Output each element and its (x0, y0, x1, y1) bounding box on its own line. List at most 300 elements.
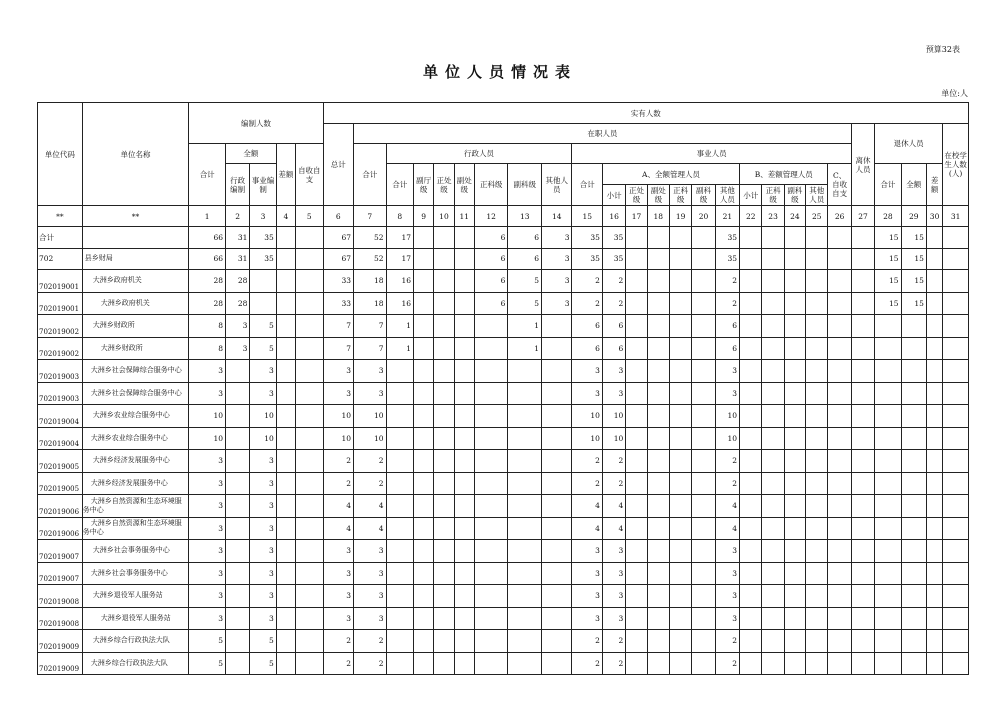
value-cell (943, 585, 969, 608)
value-cell: 35 (572, 248, 602, 270)
value-cell (276, 517, 295, 540)
value-cell (296, 315, 323, 338)
header-inst-staff: 事业人员 (572, 144, 851, 164)
value-cell (434, 540, 454, 563)
value-cell (926, 562, 942, 585)
value-cell (851, 540, 874, 563)
header-actual: 实有人数 (323, 103, 968, 124)
value-cell: 5 (250, 337, 276, 360)
value-cell (250, 270, 276, 293)
value-cell (474, 517, 508, 540)
value-cell (851, 495, 874, 518)
index-cell: 6 (323, 206, 353, 227)
index-cell: 21 (715, 206, 739, 227)
value-cell: 1 (386, 337, 413, 360)
value-cell: 5 (250, 315, 276, 338)
table-row (38, 315, 969, 338)
value-cell (762, 540, 784, 563)
value-cell (541, 607, 571, 630)
value-cell (626, 227, 647, 249)
value-cell (454, 227, 474, 249)
value-cell (740, 585, 762, 608)
index-cell: 27 (851, 206, 874, 227)
value-cell (474, 562, 508, 585)
value-cell (626, 450, 647, 473)
value-cell (784, 315, 805, 338)
value-cell (901, 540, 926, 563)
value-cell (434, 472, 454, 495)
value-cell (508, 607, 542, 630)
value-cell (851, 652, 874, 675)
value-cell (828, 630, 851, 653)
value-cell (386, 517, 413, 540)
value-cell (926, 270, 942, 293)
value-cell (740, 248, 762, 270)
value-cell (647, 630, 669, 653)
value-cell: 4 (354, 495, 387, 518)
value-cell (647, 450, 669, 473)
value-cell (626, 607, 647, 630)
value-cell (454, 540, 474, 563)
value-cell (647, 227, 669, 249)
header-a-sec: 正科级 (669, 185, 691, 206)
table-row (38, 427, 969, 450)
value-cell (413, 337, 433, 360)
value-cell: 35 (250, 248, 276, 270)
value-cell (647, 495, 669, 518)
value-cell (508, 495, 542, 518)
value-cell (669, 292, 691, 315)
value-cell (413, 450, 433, 473)
value-cell: 1 (508, 315, 542, 338)
value-cell: 10 (189, 427, 226, 450)
value-cell (276, 270, 295, 293)
index-cell: 4 (276, 206, 295, 227)
value-cell (647, 540, 669, 563)
value-cell (225, 517, 249, 540)
value-cell (647, 360, 669, 383)
value-cell: 4 (572, 495, 602, 518)
value-cell: 15 (875, 292, 901, 315)
value-cell (851, 382, 874, 405)
value-cell: 4 (572, 517, 602, 540)
value-cell (806, 585, 828, 608)
value-cell (296, 248, 323, 270)
value-cell (740, 450, 762, 473)
value-cell: 35 (572, 227, 602, 249)
value-cell: 3 (354, 562, 387, 585)
value-cell (943, 405, 969, 428)
value-cell (851, 337, 874, 360)
value-cell (875, 472, 901, 495)
header-inst-est: 事业编制 (250, 164, 276, 206)
header-ret-diff: 差额 (926, 164, 942, 206)
table-row (38, 607, 969, 630)
value-cell (762, 607, 784, 630)
value-cell (740, 382, 762, 405)
value-cell (225, 450, 249, 473)
value-cell (851, 585, 874, 608)
value-cell (296, 540, 323, 563)
value-cell (541, 517, 571, 540)
value-cell (225, 585, 249, 608)
value-cell (943, 472, 969, 495)
value-cell (875, 517, 901, 540)
value-cell (434, 630, 454, 653)
value-cell (386, 450, 413, 473)
value-cell (851, 248, 874, 270)
index-cell: 28 (875, 206, 901, 227)
value-cell: 15 (875, 270, 901, 293)
value-cell (296, 607, 323, 630)
value-cell (386, 427, 413, 450)
index-cell: 22 (740, 206, 762, 227)
value-cell: 7 (354, 337, 387, 360)
value-cell (296, 652, 323, 675)
value-cell: 2 (323, 630, 353, 653)
unit-name-cell: 大洲乡农业综合服务中心 (82, 427, 189, 450)
value-cell: 3 (572, 360, 602, 383)
value-cell: 31 (225, 248, 249, 270)
value-cell: 66 (189, 248, 226, 270)
unit-code-cell: 702019007 (38, 562, 83, 585)
value-cell: 2 (572, 630, 602, 653)
value-cell: 2 (715, 630, 739, 653)
value-cell (875, 337, 901, 360)
value-cell (943, 540, 969, 563)
value-cell (647, 270, 669, 293)
value-cell (508, 450, 542, 473)
header-adm-total: 合计 (386, 164, 413, 206)
value-cell (647, 405, 669, 428)
value-cell (296, 292, 323, 315)
unit-name-cell: 大洲乡自然资源和生态环境服务中心 (82, 517, 189, 540)
header-total-est: 合计 (189, 144, 226, 206)
value-cell: 3 (715, 382, 739, 405)
value-cell: 10 (572, 427, 602, 450)
value-cell: 31 (225, 227, 249, 249)
unit-name-cell: 大洲乡退役军人服务站 (82, 585, 189, 608)
value-cell (296, 405, 323, 428)
value-cell (762, 337, 784, 360)
value-cell (276, 630, 295, 653)
value-cell (626, 382, 647, 405)
value-cell (413, 315, 433, 338)
value-cell (740, 517, 762, 540)
value-cell (669, 227, 691, 249)
value-cell: 3 (354, 382, 387, 405)
value-cell (828, 562, 851, 585)
value-cell (828, 585, 851, 608)
value-cell (740, 472, 762, 495)
value-cell (454, 652, 474, 675)
value-cell: 3 (572, 540, 602, 563)
value-cell (454, 427, 474, 450)
value-cell (692, 607, 715, 630)
value-cell (692, 427, 715, 450)
value-cell (669, 495, 691, 518)
value-cell: 5 (250, 630, 276, 653)
value-cell: 10 (354, 427, 387, 450)
value-cell (784, 495, 805, 518)
value-cell: 4 (323, 517, 353, 540)
value-cell (926, 495, 942, 518)
table-row (38, 270, 969, 293)
value-cell (508, 382, 542, 405)
value-cell: 35 (715, 227, 739, 249)
value-cell (762, 315, 784, 338)
unit-code-cell: 702019007 (38, 540, 83, 563)
value-cell (828, 337, 851, 360)
value-cell: 3 (541, 292, 571, 315)
table-row (38, 562, 969, 585)
index-cell: 24 (784, 206, 805, 227)
value-cell (541, 405, 571, 428)
value-cell (225, 495, 249, 518)
value-cell (454, 270, 474, 293)
value-cell (806, 337, 828, 360)
table-body (38, 206, 969, 675)
value-cell (541, 562, 571, 585)
value-cell (474, 315, 508, 338)
value-cell: 5 (508, 292, 542, 315)
value-cell (626, 630, 647, 653)
value-cell (508, 562, 542, 585)
value-cell (474, 472, 508, 495)
value-cell (626, 517, 647, 540)
value-cell (828, 227, 851, 249)
value-cell (875, 562, 901, 585)
value-cell: 7 (354, 315, 387, 338)
value-cell (692, 562, 715, 585)
header-students: 在校学生人数(人) (943, 124, 969, 206)
value-cell: 3 (250, 382, 276, 405)
table-row (38, 585, 969, 608)
value-cell: 3 (250, 450, 276, 473)
index-cell: 15 (572, 206, 602, 227)
value-cell (926, 315, 942, 338)
value-cell (875, 405, 901, 428)
value-cell: 3 (602, 360, 625, 383)
value-cell (541, 540, 571, 563)
value-cell: 35 (250, 227, 276, 249)
value-cell (828, 292, 851, 315)
value-cell (454, 450, 474, 473)
value-cell (225, 382, 249, 405)
value-cell (762, 450, 784, 473)
value-cell (296, 450, 323, 473)
value-cell (762, 270, 784, 293)
value-cell: 5 (250, 652, 276, 675)
unit-code-cell: 702019001 (38, 270, 83, 293)
value-cell (647, 292, 669, 315)
value-cell: 18 (354, 270, 387, 293)
value-cell (806, 360, 828, 383)
unit-code-cell: 702019008 (38, 607, 83, 630)
value-cell (943, 227, 969, 249)
value-cell (454, 630, 474, 653)
unit-name-cell: 大洲乡经济发展服务中心 (82, 472, 189, 495)
unit-code-cell: 702019009 (38, 630, 83, 653)
value-cell (434, 270, 454, 293)
value-cell (901, 472, 926, 495)
value-cell: 67 (323, 227, 353, 249)
value-cell: 2 (572, 472, 602, 495)
value-cell (692, 360, 715, 383)
value-cell: 3 (323, 540, 353, 563)
value-cell (626, 360, 647, 383)
index-cell: ** (82, 206, 189, 227)
value-cell (386, 360, 413, 383)
index-cell: 5 (296, 206, 323, 227)
value-cell (828, 517, 851, 540)
index-cell: 14 (541, 206, 571, 227)
header-establishment: 编制人数 (189, 103, 323, 144)
value-cell (225, 360, 249, 383)
value-cell (669, 607, 691, 630)
value-cell (740, 227, 762, 249)
index-cell: 20 (692, 206, 715, 227)
value-cell (413, 227, 433, 249)
value-cell: 3 (602, 562, 625, 585)
header-inst-total: 合计 (572, 164, 602, 206)
value-cell: 10 (250, 427, 276, 450)
value-cell (762, 652, 784, 675)
value-cell: 3 (250, 562, 276, 585)
value-cell: 3 (602, 382, 625, 405)
index-cell: 7 (354, 206, 387, 227)
index-cell: 3 (250, 206, 276, 227)
value-cell (647, 607, 669, 630)
value-cell (413, 517, 433, 540)
value-cell (692, 248, 715, 270)
value-cell (901, 405, 926, 428)
value-cell: 28 (225, 292, 249, 315)
value-cell (784, 607, 805, 630)
value-cell: 28 (189, 270, 226, 293)
value-cell: 4 (323, 495, 353, 518)
value-cell: 15 (875, 248, 901, 270)
value-cell (434, 450, 454, 473)
value-cell: 3 (250, 585, 276, 608)
value-cell (276, 585, 295, 608)
value-cell (454, 405, 474, 428)
value-cell (541, 427, 571, 450)
value-cell: 3 (572, 382, 602, 405)
value-cell (784, 337, 805, 360)
value-cell (943, 360, 969, 383)
unit-code-cell: 702019003 (38, 360, 83, 383)
unit-code-cell: 702019008 (38, 585, 83, 608)
value-cell (225, 607, 249, 630)
value-cell: 67 (323, 248, 353, 270)
value-cell: 10 (602, 405, 625, 428)
value-cell (296, 472, 323, 495)
value-cell (784, 540, 805, 563)
value-cell (474, 607, 508, 630)
value-cell (508, 517, 542, 540)
value-cell (626, 315, 647, 338)
value-cell (276, 652, 295, 675)
value-cell: 3 (250, 495, 276, 518)
value-cell (434, 495, 454, 518)
value-cell: 3 (602, 607, 625, 630)
value-cell: 1 (508, 337, 542, 360)
value-cell (851, 292, 874, 315)
value-cell: 6 (602, 315, 625, 338)
value-cell (875, 495, 901, 518)
header-div-level: 正处级 (434, 164, 454, 206)
index-cell: 11 (454, 206, 474, 227)
value-cell: 3 (354, 540, 387, 563)
value-cell: 15 (901, 270, 926, 293)
table-row (38, 472, 969, 495)
value-cell (828, 427, 851, 450)
value-cell (413, 405, 433, 428)
value-cell (669, 517, 691, 540)
value-cell: 3 (715, 562, 739, 585)
value-cell (784, 517, 805, 540)
value-cell (762, 227, 784, 249)
index-cell: ** (38, 206, 83, 227)
value-cell (413, 382, 433, 405)
value-cell (740, 270, 762, 293)
value-cell (875, 607, 901, 630)
value-cell: 7 (323, 315, 353, 338)
value-cell (851, 517, 874, 540)
value-cell (626, 562, 647, 585)
value-cell (474, 382, 508, 405)
value-cell: 2 (572, 652, 602, 675)
value-cell (943, 382, 969, 405)
value-cell (943, 630, 969, 653)
header-retired: 退休人员 (875, 124, 943, 164)
value-cell (828, 607, 851, 630)
header-sec-level: 正科级 (474, 164, 508, 206)
value-cell: 28 (225, 270, 249, 293)
value-cell (692, 227, 715, 249)
value-cell (740, 427, 762, 450)
value-cell: 2 (715, 652, 739, 675)
value-cell (901, 450, 926, 473)
unit-label: 单位:人 (941, 89, 968, 98)
header-b-diff: B、差额管理人员 (740, 164, 828, 185)
value-cell (669, 427, 691, 450)
value-cell (926, 405, 942, 428)
value-cell (626, 472, 647, 495)
value-cell: 3 (323, 382, 353, 405)
value-cell (225, 405, 249, 428)
value-cell (762, 562, 784, 585)
value-cell (413, 360, 433, 383)
value-cell: 35 (715, 248, 739, 270)
value-cell: 35 (602, 248, 625, 270)
index-cell: 17 (626, 206, 647, 227)
header-diff: 差额 (276, 144, 295, 206)
value-cell (413, 427, 433, 450)
index-cell: 10 (434, 206, 454, 227)
value-cell (626, 337, 647, 360)
value-cell: 6 (474, 292, 508, 315)
value-cell (692, 495, 715, 518)
value-cell (454, 248, 474, 270)
unit-code-cell: 702019005 (38, 450, 83, 473)
value-cell (943, 292, 969, 315)
index-cell: 19 (669, 206, 691, 227)
value-cell (740, 562, 762, 585)
personnel-table (37, 102, 969, 675)
value-cell (474, 337, 508, 360)
